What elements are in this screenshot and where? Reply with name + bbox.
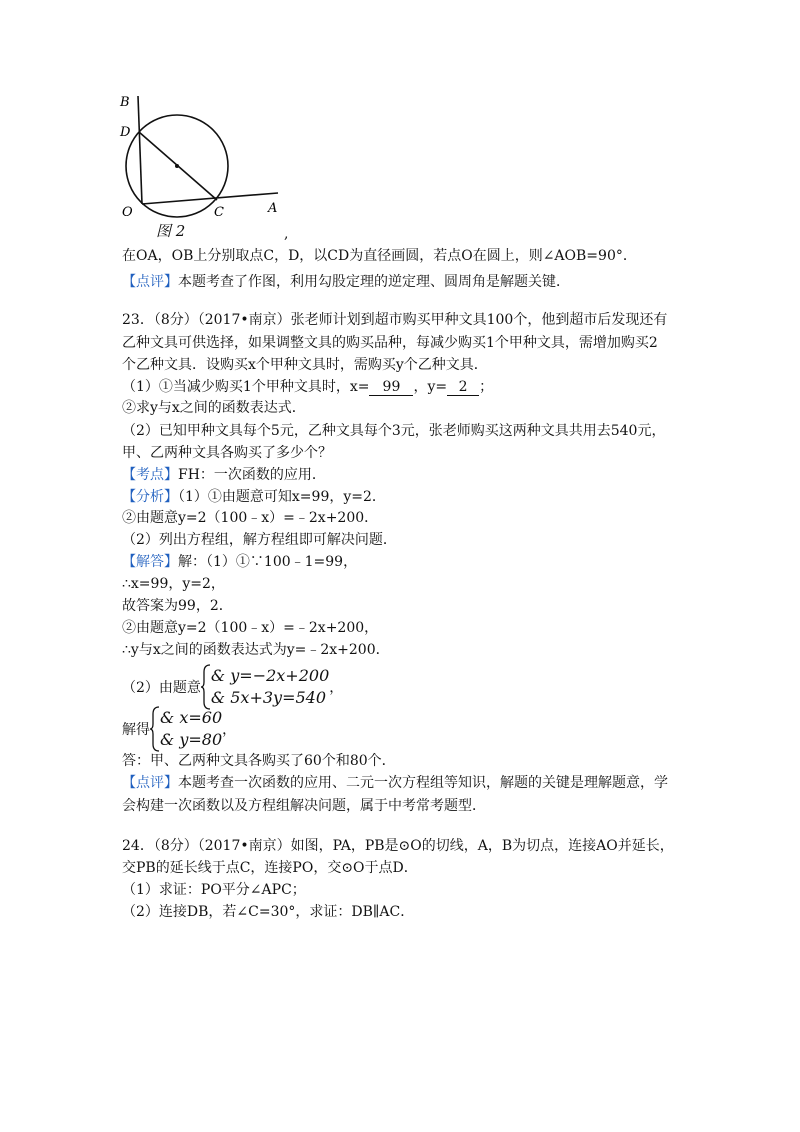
- equation-system-2: [122, 706, 236, 752]
- figure-trailing-comma: ,: [284, 226, 289, 242]
- jieda-text: 解：（1）①∵100﹣1=99，: [178, 554, 358, 570]
- q23-jieda: [122, 552, 357, 572]
- q23-comment: [122, 773, 668, 793]
- equation-system-1: [122, 664, 343, 710]
- system1-suffix: ，: [329, 680, 344, 696]
- label-c: C: [214, 205, 224, 220]
- q23-part1: [122, 377, 493, 397]
- q24-stem-line1: 24．（8分）（2017•南京）如图，PA，PB是⊙O的切线，A，B为切点，连接AO并延长，: [122, 838, 674, 854]
- system2-eq1: & x=60: [160, 708, 223, 727]
- q23-fenxi-3: （2）列出方程组，解方程组即可解决问题．: [122, 532, 397, 548]
- system1-eq1: & y=−2x+200: [210, 666, 330, 685]
- q24-stem-line2: 交PB的延长线于点C，连接PO，交⊙O于点D．: [122, 860, 418, 876]
- circle-center: [175, 164, 179, 168]
- q23-comment-2: 会构建一次函数以及方程组解决问题，属于中考常考题型．: [122, 798, 486, 814]
- comment-text: 本题考查了作图，利用勾股定理的逆定理、圆周角是解题关键．: [178, 274, 570, 290]
- q23-jieda-2: ∴x=99，y=2，: [122, 576, 225, 592]
- q23-jieda-5: ∴y与x之间的函数表达式为y=﹣2x+200．: [122, 642, 390, 658]
- geometry-figure: [118, 92, 288, 232]
- q24-part1: （1）求证：PO平分∠APC；: [122, 882, 306, 898]
- ray-ob: [138, 96, 142, 204]
- figure-caption: 图 2: [156, 222, 186, 240]
- system1-equations: [211, 665, 329, 709]
- q23-fenxi: [122, 487, 386, 507]
- left-brace-icon: [150, 706, 160, 752]
- kaodian-text: FH：一次函数的应用．: [178, 467, 326, 483]
- label-b: B: [120, 95, 130, 110]
- fenxi-text: （1）①由题意可知x=99，y=2．: [178, 489, 386, 505]
- q23-stem-line3: 个乙种文具．设购买x个甲种文具时，需购买y个乙种文具．: [122, 357, 488, 373]
- comment-text: 本题考查一次函数的应用、二元一次方程组等知识，解题的关键是理解题意，学: [178, 775, 668, 791]
- system2-equations: [160, 707, 222, 751]
- q23-fenxi-2: ②由题意y=2（100﹣x）=﹣2x+200．: [122, 510, 379, 526]
- q23-part2-1: （2）已知甲种文具每个5元，乙种文具每个3元，张老师购买这两种文具共用去540元，: [122, 423, 666, 439]
- q24-part2: （2）连接DB，若∠C=30°，求证：DB∥AC．: [122, 904, 415, 920]
- answer-blank-x: 99: [369, 379, 413, 396]
- system1-eq2: & 5x+3y=540: [210, 688, 327, 707]
- system1-prefix: （2）由题意: [122, 680, 201, 696]
- q23-p1-text: （1）①当减少购买1个甲种文具时，x=: [122, 379, 370, 395]
- comment-tag: 【点评】: [122, 775, 178, 791]
- system2-suffix: ，: [222, 722, 237, 738]
- answer-blank-y: 2: [447, 379, 479, 396]
- left-brace-icon: [201, 664, 211, 710]
- q23-stem-line1: 23．（8分）（2017•南京）张老师计划到超市购买甲种文具100个，他到超市后发现还有: [122, 312, 668, 328]
- kaodian-tag: 【考点】: [122, 467, 178, 483]
- label-d: D: [120, 125, 131, 140]
- jieda-tag: 【解答】: [122, 554, 178, 570]
- q22-comment: [122, 272, 570, 292]
- system2-prefix: 解得: [122, 722, 150, 738]
- q23-p1-text3: ；: [479, 379, 494, 395]
- q23-part1-2: ②求y与x之间的函数表达式．: [122, 400, 306, 416]
- q23-p1-text2: ，y=: [413, 379, 448, 395]
- q23-stem-line2: 乙种文具可供选择，如果调整文具的购买品种，每减少购买1个甲种文具，需增加购买2: [122, 335, 658, 351]
- q23-kaodian: [122, 465, 326, 485]
- q23-jieda-3: 故答案为99，2．: [122, 598, 233, 614]
- system2-eq2: & y=80: [160, 730, 223, 749]
- q23-jieda-4: ②由题意y=2（100﹣x）=﹣2x+200，: [122, 620, 379, 636]
- q22-line1: 在OA，OB上分别取点C，D，以CD为直径画圆，若点O在圆上，则∠AOB=90°．: [122, 248, 637, 264]
- q23-answer: 答：甲、乙两种文具各购买了60个和80个．: [122, 753, 396, 769]
- comment-tag: 【点评】: [122, 274, 178, 290]
- q23-part2-2: 甲、乙两种文具各购买了多少个？: [122, 445, 332, 461]
- fenxi-tag: 【分析】: [122, 489, 178, 505]
- label-o: O: [122, 205, 133, 220]
- label-a: A: [268, 201, 278, 216]
